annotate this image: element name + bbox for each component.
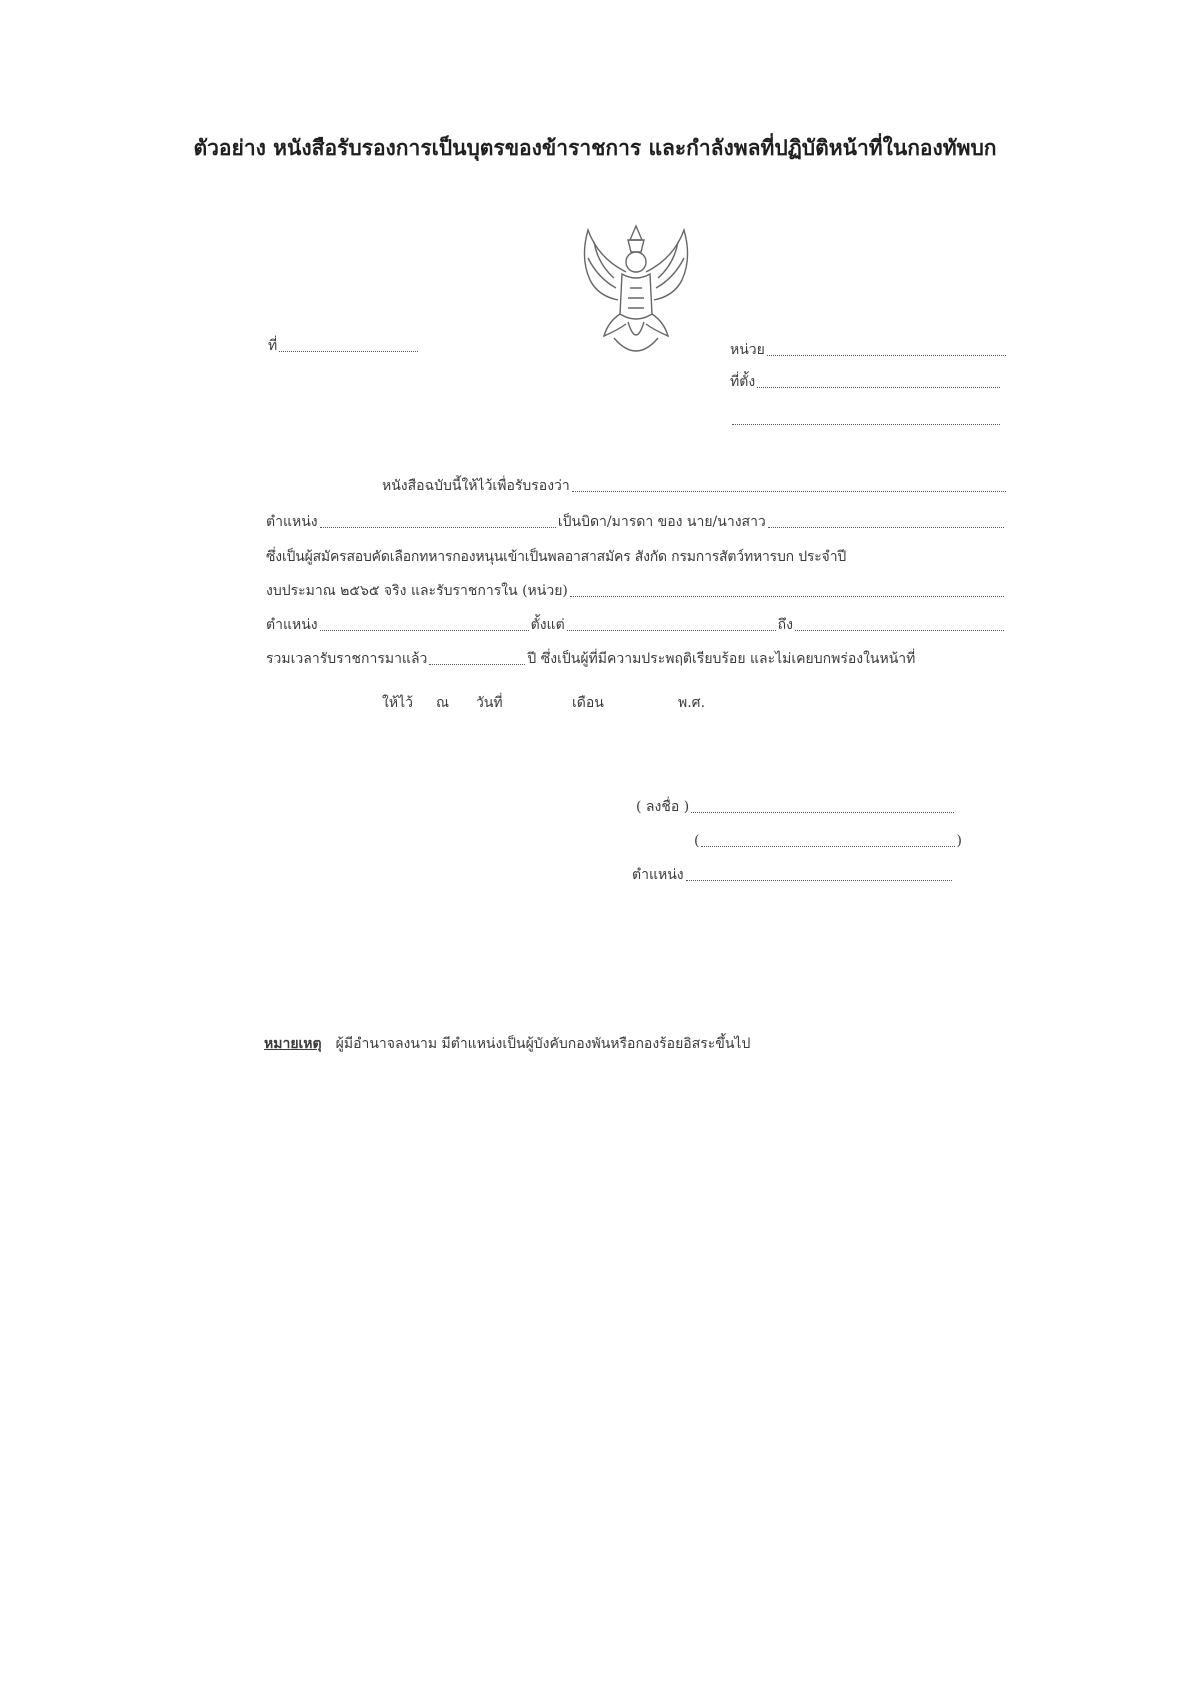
printed-name-line (694, 830, 962, 852)
child-name-blank[interactable] (768, 527, 1004, 528)
open-paren: ( (694, 833, 700, 849)
body-line-2 (266, 511, 1006, 533)
body-line-1 (382, 475, 1008, 497)
given-day: วันที่ (476, 695, 503, 711)
signature-line (636, 796, 956, 818)
body-line-4 (266, 580, 1006, 602)
printed-name-blank[interactable] (701, 846, 954, 847)
years-blank[interactable] (429, 664, 525, 665)
parent-name-blank[interactable] (572, 491, 1006, 492)
signed-label: ( ลงชื่อ ) (636, 799, 690, 815)
budget-year-text: งบประมาณ ๒๕๖๕ จริง และรับราชการใน (หน่วย) (266, 583, 568, 599)
close-paren: ) (956, 833, 962, 849)
total-service-label: รวมเวลารับราชการมาแล้ว (266, 651, 428, 667)
given-at: ให้ไว้ (382, 695, 413, 711)
body-line-5 (266, 614, 1006, 636)
location-field (730, 371, 1002, 393)
note-label: หมายเหตุ (264, 1036, 322, 1052)
to-label: ถึง (777, 617, 793, 633)
applicant-text: ซึ่งเป็นผู้สมัครสอบคัดเลือกทหารกองหนุนเข้าเป็นพลอาสาสมัคร สังกัด กรมการสัตว์ทหารบก ประจำปี (266, 549, 847, 565)
conduct-text: ปี ซึ่งเป็นผู้ที่มีความประพฤติเรียบร้อย และไม่เคยบกพร่องในหน้าที่ (527, 651, 916, 667)
signature-blank[interactable] (691, 812, 954, 813)
given-month: เดือน (572, 695, 604, 711)
body-line-3 (266, 546, 1006, 568)
note (264, 1033, 750, 1055)
unit-field (730, 339, 1008, 361)
given-year: พ.ศ. (678, 695, 706, 711)
signer-position-blank[interactable] (686, 880, 952, 881)
ref-no-label: ที่ (268, 338, 278, 354)
certify-text: หนังสือฉบับนี้ให้ไว้เพื่อรับรองว่า (382, 478, 570, 494)
service-position-blank[interactable] (320, 630, 529, 631)
location-blank[interactable] (757, 387, 1000, 388)
signer-position-line (632, 864, 954, 886)
location-field-2 (730, 408, 1002, 430)
from-date-blank[interactable] (567, 630, 776, 631)
document-title: ตัวอย่าง หนังสือรับรองการเป็นบุตรของข้าราชการ และกำลังพลที่ปฏิบัติหน้าที่ในกองทัพบก (193, 136, 997, 160)
ref-no-field (268, 335, 420, 357)
parent-position-blank[interactable] (320, 527, 556, 528)
note-text: ผู้มีอำนาจลงนาม มีตำแหน่งเป็นผู้บังคับกองพันหรือกองร้อยอิสระขึ้นไป (335, 1036, 751, 1052)
unit-blank[interactable] (767, 355, 1006, 356)
location-blank-2[interactable] (732, 424, 1000, 425)
signer-position-label: ตำแหน่ง (632, 867, 684, 883)
unit-label: หน่วย (730, 342, 765, 358)
parent-of-text: เป็นบิดา/มารดา ของ นาย/นางสาว (557, 514, 766, 530)
location-label: ที่ตั้ง (730, 374, 756, 390)
from-label: ตั้งแต่ (530, 617, 565, 633)
given-at-sign: ณ (436, 695, 449, 711)
service-unit-blank[interactable] (570, 596, 1004, 597)
to-date-blank[interactable] (795, 630, 1004, 631)
position-label-2: ตำแหน่ง (266, 617, 318, 633)
position-label: ตำแหน่ง (266, 514, 318, 530)
garuda-emblem-icon (568, 218, 704, 368)
body-line-6 (266, 648, 1006, 670)
ref-no-blank[interactable] (279, 351, 418, 352)
